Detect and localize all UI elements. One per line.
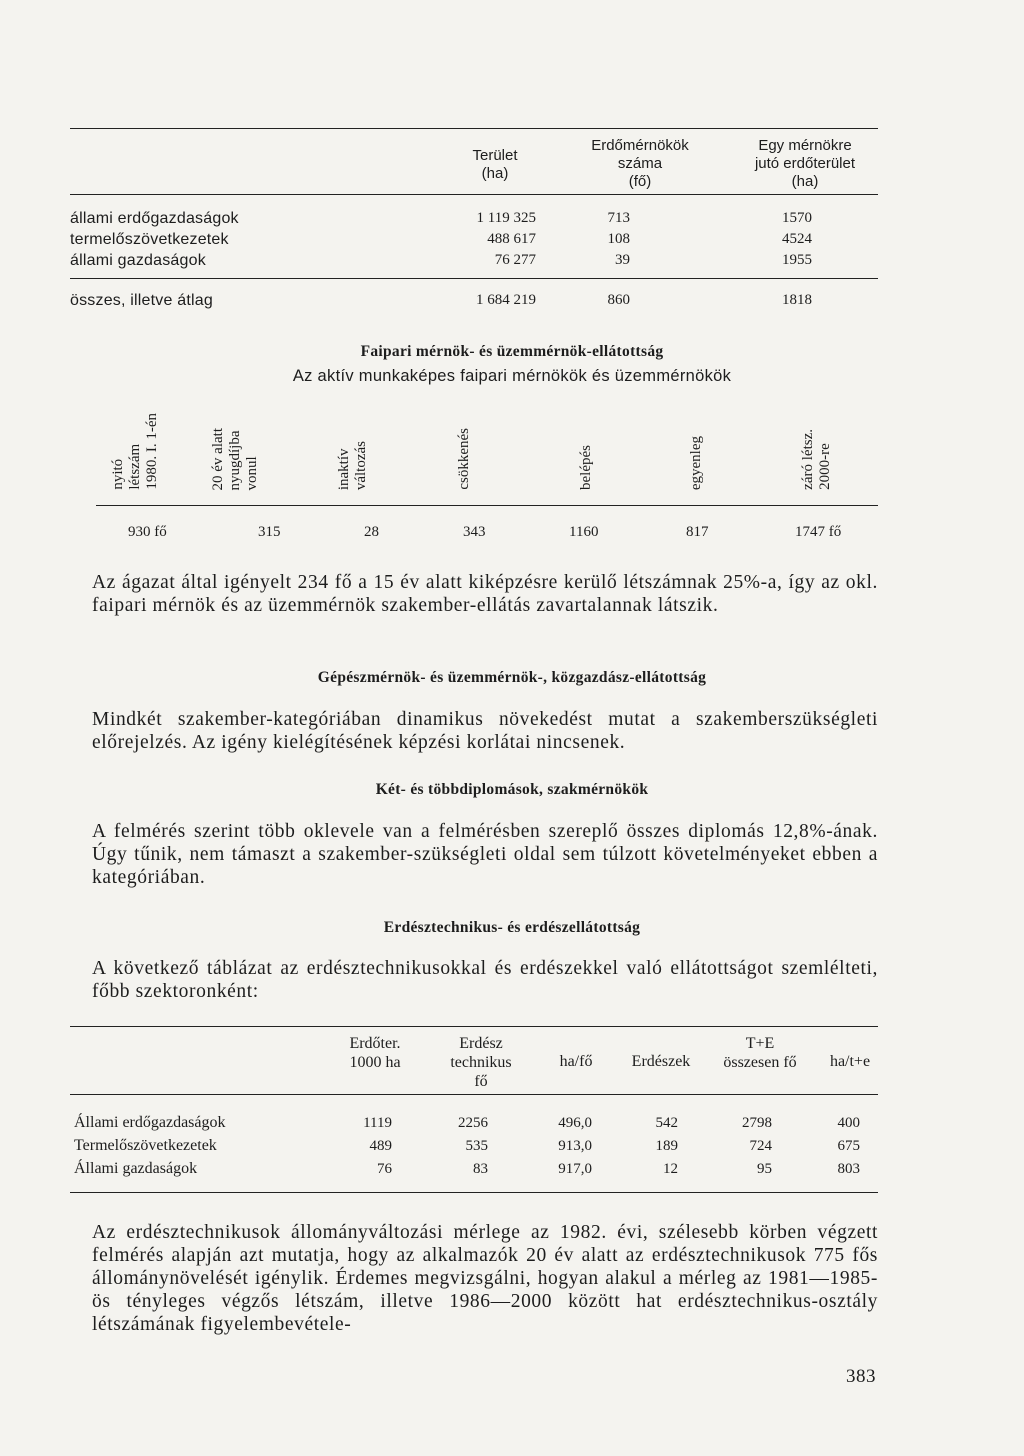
table1-body [70,208,878,271]
value-entry: 1160 [569,524,599,540]
row-label: Állami gazdaságok [74,1160,198,1177]
cell-per-engineer: 4524 [782,231,812,247]
column-header [800,370,860,490]
row-label: Termelőszövetkezetek [74,1137,217,1154]
header-balance: egyenleg [688,435,704,490]
table1-total-row [70,290,878,312]
cell-engineers: 39 [615,252,630,268]
cell-per-engineer: 1955 [782,252,812,268]
value-opening-headcount: 930 fő [128,524,167,540]
paragraph-technician-balance: Az erdésztechnikusok állományváltozási mérlege az 1982. évi, szélesebb körben végzett felmérés alapján azt mutatja, hogy az alkalmazók 20 év alatt az erdésztechnikusok 775 fős állománynövelését igénylik. Érdemes megvizsgálni, hogyan alakul a mérleg az 1981—1985-ös tényleges végzős létszám, illetve 1986—2000 között hat erdésztechnikus-osztály létszámának figyelembevétele- [92,1222,878,1335]
column-header [688,370,748,490]
table2-header-total: T+E összesen fő [723,1035,797,1071]
header-retiring: 20 év alatt nyugdíjba vonul [210,427,260,490]
cell-engineers: 713 [607,210,630,226]
table2-header-ha-per-te: ha/t+e [829,1053,871,1070]
cell-area: 488 617 [487,231,536,247]
total-label: összes, illetve átlag [70,292,213,309]
cell-technicians: 2256 [458,1115,488,1131]
paragraph-forestry-intro: A következő táblázat az erdésztechnikusokkal és erdészekkel való ellátottságot szemlélteti, főbb szektoronként: [92,958,878,1002]
cell-total: 724 [749,1138,772,1154]
table1-total-rule [70,278,878,279]
table1-header-per-engineer: Egy mérnökre jutó erdőterület (ha) [754,137,856,190]
table-row [70,229,878,250]
row-label: állami gazdaságok [70,252,206,269]
table2-header-foresters: Erdészek [631,1053,691,1070]
header-closing-headcount: záró létsz. 2000-re [800,429,833,490]
column-header [336,370,396,490]
cell-total: 2798 [742,1115,772,1131]
table2-header-area: Erdőter. 1000 ha [349,1035,401,1071]
table-row [74,1137,878,1160]
cell-foresters: 12 [663,1161,678,1177]
cell-foresters: 542 [655,1115,678,1131]
cell-technicians: 535 [465,1138,488,1154]
paragraph-industrial-demand: Az ágazat által igényelt 234 fő a 15 év alatt kiképzésre kerülő létszámnak 25%-a, így az okl. faipari mérnök és az üzemmérnök szakember-ellátás zavartalannak látszik. [92,572,878,616]
table2-header-technicians: Erdész technikus fő [450,1035,512,1090]
cell-ha-per-te: 803 [837,1161,860,1177]
cell-ha-per-person: 917,0 [558,1161,592,1177]
table1-header-engineers: Erdőmérnökök száma (fő) [591,137,689,190]
table1-header-rule [70,194,878,195]
cell-per-engineer: 1570 [782,210,812,226]
table2-header-rule [70,1094,878,1095]
total-area: 1 684 219 [476,292,536,308]
cell-foresters: 189 [655,1138,678,1154]
total-per-engineer: 1818 [782,292,812,308]
header-entry: belépés [578,445,594,490]
table-industrial-rule [96,505,878,506]
row-label: állami erdőgazdaságok [70,210,239,227]
column-header [578,370,638,490]
section-heading-mechanical: Gépészmérnök- és üzemmérnök-, közgazdász-ellátottság [317,669,707,686]
value-balance: 817 [686,524,709,540]
row-label: Állami erdőgazdaságok [74,1114,226,1131]
cell-total: 95 [757,1161,772,1177]
section-heading-forestry-technicians: Erdésztechnikus- és erdészellátottság [383,919,641,936]
table-row [70,250,878,271]
table2-bottom-rule [70,1192,878,1193]
column-header [456,370,516,490]
value-closing-headcount: 1747 fő [795,524,842,540]
cell-area: 1 119 325 [476,210,536,226]
cell-ha-per-person: 496,0 [558,1115,592,1131]
page-number: 383 [846,1366,876,1387]
table1-header-area: Terület (ha) [472,147,518,182]
paragraph-mechanical: Mindkét szakember-kategóriában dinamikus növekedést mutat a szakemberszükségleti előrejelzés. Az igény kielégítésének képzési korlátai nincsenek. [92,709,878,753]
header-decrease: csökkenés [456,428,472,490]
cell-ha-per-te: 400 [837,1115,860,1131]
value-inactive-change: 28 [364,524,379,540]
section-subtitle-industrial: Az aktív munkaképes faipari mérnökök és üzemmérnökök [292,367,732,385]
table1-top-rule [70,128,878,129]
cell-technicians: 83 [473,1161,488,1177]
section-heading-multi-degree: Két- és többdiplomások, szakmérnökök [375,781,649,798]
table2-body [74,1114,878,1183]
cell-area: 76 277 [494,252,536,268]
column-header [110,370,170,490]
table2-header-ha-per-person: ha/fő [559,1053,593,1070]
table-row [70,208,878,229]
value-decrease: 343 [463,524,486,540]
table-row [74,1160,878,1183]
column-header [210,370,270,490]
section-heading-industrial: Faipari mérnök- és üzemmérnök-ellátottság [360,343,664,360]
cell-area: 1119 [363,1115,392,1131]
table2-top-rule [70,1026,878,1027]
cell-area: 76 [377,1161,392,1177]
cell-ha-per-person: 913,0 [558,1138,592,1154]
cell-ha-per-te: 675 [837,1138,860,1154]
total-engineers: 860 [607,292,630,308]
value-retiring: 315 [258,524,281,540]
paragraph-multi-degree: A felmérés szerint több oklevele van a felmérésben szereplő összes diplomás 12,8%-ának. Úgy tűnik, nem támaszt a szakember-szükségleti oldal sem túlzott követelményeket ebben a kategóriában. [92,821,878,888]
row-label: termelőszövetkezetek [70,231,229,248]
table-row [74,1114,878,1137]
cell-engineers: 108 [607,231,630,247]
cell-area: 489 [369,1138,392,1154]
header-opening-headcount: nyitó létszám 1980. I. 1-én [110,413,160,490]
header-inactive-change: inaktív változás [336,440,369,490]
